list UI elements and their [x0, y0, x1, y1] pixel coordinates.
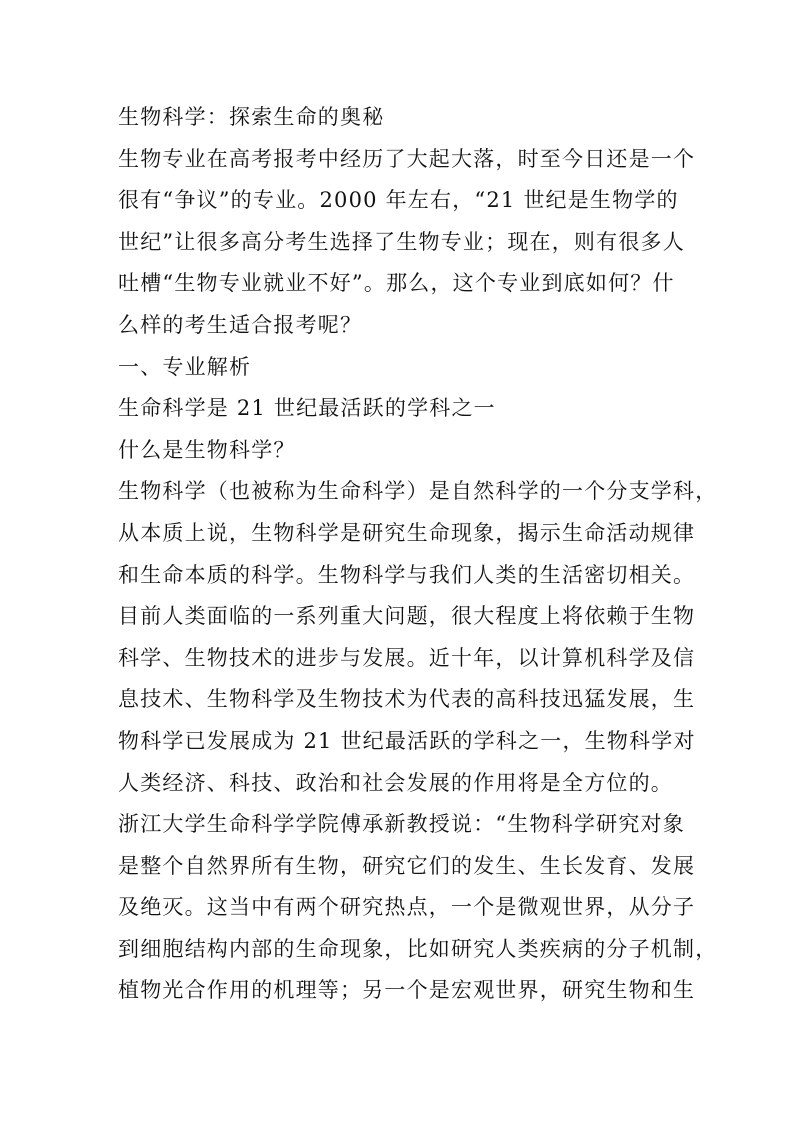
document-title: 生物科学：探索生命的奥秘: [118, 105, 385, 129]
body-paragraph-line: 目前人类面临的一系列重大问题，很大程度上将依赖于生物: [118, 604, 696, 629]
intro-paragraph-line: 生物专业在高考报考中经历了大起大落，时至今日还是一个: [118, 146, 696, 171]
body-paragraph-line: 息技术、生物科学及生物技术为代表的高科技迅猛发展，生: [118, 687, 696, 712]
body-paragraph-line: 人类经济、科技、政治和社会发展的作用将是全方位的。: [118, 770, 673, 795]
subheading: 生命科学是 21 世纪最活跃的学科之一: [118, 396, 496, 421]
section-heading: 一、专业解析: [118, 354, 252, 379]
quote-paragraph-line: 植物光合作用的机理等；另一个是宏观世界，研究生物和生: [118, 978, 696, 1003]
document-page: [118, 97, 718, 1012]
quote-paragraph-line: 到细胞结构内部的生命现象，比如研究人类疾病的分子机制，: [118, 936, 718, 961]
body-paragraph-line: 科学、生物技术的进步与发展。近十年，以计算机科学及信: [118, 645, 696, 670]
quote-paragraph-line: 及绝灭。这当中有两个研究热点，一个是微观世界，从分子: [118, 895, 696, 920]
intro-paragraph-line: 世纪”让很多高分考生选择了生物专业；现在，则有很多人: [118, 229, 685, 254]
quote-paragraph-line: 是整个自然界所有生物，研究它们的发生、生长发育、发展: [118, 853, 696, 878]
body-paragraph-line: 从本质上说，生物科学是研究生命现象，揭示生命活动规律: [118, 520, 696, 545]
body-paragraph-line: 和生命本质的科学。生物科学与我们人类的生活密切相关。: [118, 562, 696, 587]
quote-paragraph-line: 浙江大学生命科学学院傅承新教授说：“生物科学研究对象: [118, 812, 685, 837]
intro-paragraph-line: 么样的考生适合报考呢？: [118, 312, 363, 337]
question-heading: 什么是生物科学？: [118, 437, 296, 462]
body-paragraph-line: 生物科学（也被称为生命科学）是自然科学的一个分支学科，: [118, 479, 718, 504]
body-paragraph-line: 物科学已发展成为 21 世纪最活跃的学科之一，生物科学对: [118, 728, 696, 753]
intro-paragraph-line: 很有“争议”的专业。2000 年左右，“21 世纪是生物学的: [118, 188, 679, 213]
intro-paragraph-line: 吐槽“生物专业就业不好”。那么，这个专业到底如何？什: [118, 271, 675, 296]
